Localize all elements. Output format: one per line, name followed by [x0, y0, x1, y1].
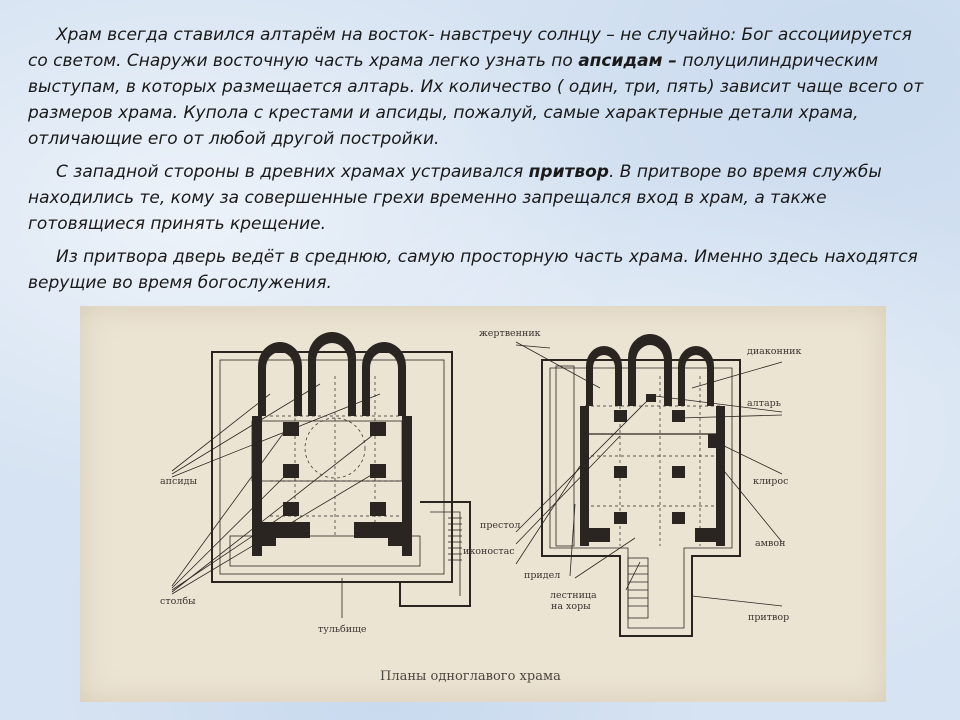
paragraph-narthex-text-1: С западной стороны в древних храмах устраивался	[56, 162, 529, 182]
paragraph-nave: Из притвора дверь ведёт в среднюю, самую просторную часть храма. Именно здесь находятся верущие во время богослужения.	[28, 247, 918, 293]
paragraph-narthex	[28, 159, 928, 237]
label-pritvor: притвор	[748, 612, 790, 623]
label-lestnitsa-1: лестница	[550, 590, 597, 601]
church-plans-figure	[80, 306, 886, 702]
right-plan-apses	[580, 334, 725, 546]
label-pridel: придел	[524, 570, 561, 581]
left-church-plan	[212, 352, 470, 606]
label-diakonnik: диаконник	[747, 346, 802, 357]
paragraph-apses	[28, 22, 928, 152]
paragraph-apses-text-1: Храм всегда ставился алтарём на восток- навстречу солнцу – не случайно: Бог ассоциируется со светом. Снаружи восточную часть храма легко узнать по	[28, 25, 912, 71]
term-apses: апсидам –	[578, 51, 677, 71]
text-block	[28, 22, 928, 303]
label-ikonostas: иконостас	[463, 546, 515, 557]
label-kliros: клирос	[753, 476, 789, 487]
label-ambon: амвон	[755, 538, 786, 549]
label-pillars: столбы	[160, 596, 196, 607]
label-altar: алтарь	[747, 398, 781, 409]
label-zhertvennik: жертвенник	[479, 328, 541, 339]
label-lestnitsa-2: на хоры	[551, 601, 591, 612]
label-apses: апсиды	[160, 476, 198, 487]
church-plans-drawing	[80, 306, 886, 702]
figure-caption: Планы одноглавого храма	[380, 669, 561, 684]
label-prestol: престол	[480, 520, 521, 531]
paragraph-narthex-text-2: . В притворе во время службы находились те, кому за совершенные грехи временно запрещался вход в храм, а также готовящиеся принять крещение.	[28, 162, 882, 234]
label-tulbishche: тульбище	[318, 624, 367, 635]
term-narthex: притвор	[528, 162, 609, 182]
paragraph-apses-text-2: полуцилиндрическим выступам, в которых размещается алтарь. Их количество ( один, три, пять) зависит чаще всего от размеров храма. Купола с крестами и апсиды, пожалуй, самые характерные детали храма, отличающие его от любой другой постройки.	[28, 51, 924, 149]
